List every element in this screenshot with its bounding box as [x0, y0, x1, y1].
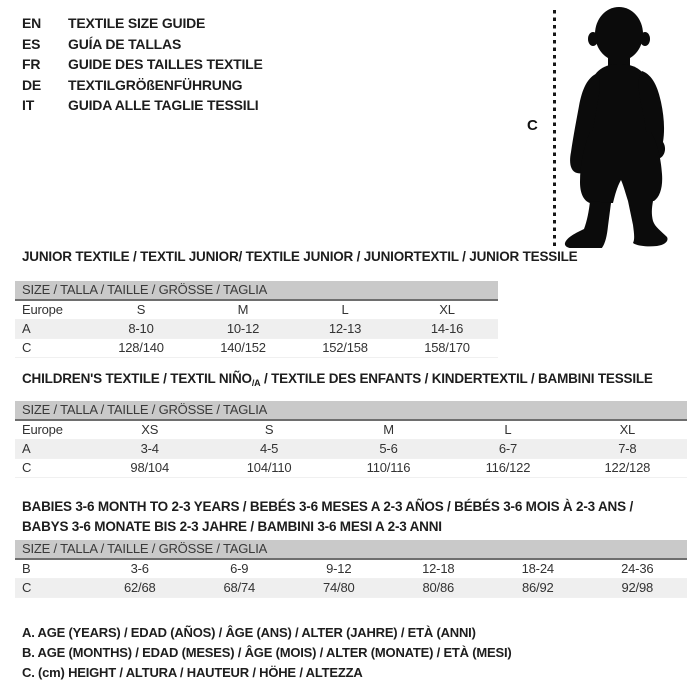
age-cell: 8-10 — [128, 321, 154, 336]
table-row-height — [15, 339, 498, 358]
footnote-a: A. AGE (YEARS) / EDAD (AÑOS) / ÂGE (ANS) / ALTER (JAHRE) / ETÀ (ANNI) — [22, 625, 476, 640]
language-list — [22, 13, 263, 116]
language-code: ES — [22, 35, 41, 52]
table-row-height — [15, 459, 687, 478]
language-code: EN — [22, 15, 42, 32]
language-row-fr — [22, 54, 263, 75]
age-cell: 12-13 — [328, 321, 362, 336]
height-cell: 140/152 — [220, 340, 266, 355]
age-cell: 7-8 — [618, 441, 637, 456]
age-cell: 18-24 — [521, 561, 554, 576]
size-cell: XL — [439, 302, 455, 317]
row-label: Europe — [22, 302, 63, 317]
height-cell: 86/92 — [521, 580, 554, 595]
language-label: TEXTILGRÖßENFÜHRUNG — [68, 76, 243, 93]
language-label: TEXTILE SIZE GUIDE — [68, 15, 206, 32]
height-cell: 68/74 — [223, 580, 256, 595]
height-measure-label: C — [527, 117, 538, 134]
age-cell: 4-5 — [260, 441, 279, 456]
title-text: / TEXTILE DES ENFANTS / KINDERTEXTIL / BAMBINI TESSILE — [260, 371, 653, 386]
language-code: IT — [22, 97, 35, 114]
height-cell: 104/110 — [246, 460, 292, 475]
title-line-1: BABIES 3-6 MONTH TO 2-3 YEARS / BEBÉS 3-6 MESES A 2-3 AÑOS / BÉBÉS 3-6 MOIS À 2-3 ANS / — [22, 499, 633, 514]
age-cell: 9-12 — [326, 561, 352, 576]
age-cell: 12-18 — [422, 561, 455, 576]
height-cell: 152/158 — [322, 340, 368, 355]
title-line-2: BABYS 3-6 MONATE BIS 2-3 JAHRE / BAMBINI 3-6 MESI A 2-3 ANNI — [22, 519, 442, 534]
row-label: C — [22, 340, 32, 355]
size-header-bar: SIZE / TALLA / TAILLE / GRÖSSE / TAGLIA — [15, 281, 498, 301]
language-label: GUIDE DES TAILLES TEXTILE — [68, 56, 263, 73]
height-cell: 128/140 — [118, 340, 164, 355]
age-cell: 6-7 — [498, 441, 518, 456]
age-cell: 5-6 — [379, 441, 398, 456]
row-label: C — [22, 580, 32, 595]
title-text: CHILDREN'S TEXTILE / TEXTIL NIÑO — [22, 371, 252, 386]
row-label: A — [22, 441, 31, 456]
height-cell: 116/122 — [485, 460, 531, 475]
footnotes — [22, 623, 512, 683]
children-table-title — [15, 371, 653, 391]
size-cell: XS — [141, 422, 159, 437]
size-cell: S — [264, 422, 274, 437]
height-measure-dotted-line — [553, 10, 556, 247]
language-code: DE — [22, 76, 42, 93]
babies-table-title — [15, 497, 633, 537]
children-textile-table — [15, 401, 687, 478]
table-row-europe — [15, 301, 498, 320]
language-row-de — [22, 75, 263, 96]
age-cell: 24-36 — [621, 561, 654, 576]
babies-textile-table — [15, 540, 687, 598]
table-row-age-months — [15, 560, 687, 579]
height-cell: 92/98 — [621, 580, 654, 595]
row-label: A — [22, 321, 31, 336]
table-row-height — [15, 579, 687, 598]
height-cell: 74/80 — [322, 580, 355, 595]
height-cell: 80/86 — [422, 580, 455, 595]
height-cell: 122/128 — [604, 460, 651, 475]
table-row-age — [15, 320, 498, 339]
size-cell: M — [383, 422, 394, 437]
language-label: GUIDA ALLE TAGLIE TESSILI — [68, 97, 259, 114]
age-cell: 3-4 — [140, 441, 159, 456]
size-cell: XL — [619, 422, 636, 437]
language-row-en — [22, 13, 263, 34]
size-cell: S — [136, 302, 146, 317]
size-header-bar: SIZE / TALLA / TAILLE / GRÖSSE / TAGLIA — [15, 401, 687, 421]
table-row-age — [15, 440, 687, 459]
row-label: B — [22, 561, 31, 576]
age-cell: 6-9 — [230, 561, 249, 576]
height-cell: 158/170 — [424, 340, 470, 355]
size-cell: L — [504, 422, 512, 437]
footnote-b: B. AGE (MONTHS) / EDAD (MESES) / ÂGE (MOIS) / ALTER (MONATE) / ETÀ (MESI) — [22, 645, 512, 660]
height-cell: 98/104 — [130, 460, 169, 475]
language-code: FR — [22, 56, 41, 73]
title-subscript: /A — [251, 378, 261, 388]
toddler-silhouette-icon — [557, 4, 697, 248]
language-row-it — [22, 95, 263, 116]
row-label: Europe — [22, 422, 63, 437]
age-cell: 10-12 — [226, 321, 260, 336]
size-cell: L — [341, 302, 349, 317]
footnote-c: C. (cm) HEIGHT / ALTURA / HAUTEUR / HÖHE / ALTEZZA — [22, 665, 363, 680]
age-cell: 3-6 — [130, 561, 149, 576]
language-row-es — [22, 34, 263, 55]
height-cell: 110/116 — [366, 460, 411, 475]
table-row-europe — [15, 421, 687, 440]
age-cell: 14-16 — [430, 321, 464, 336]
junior-textile-table — [15, 281, 498, 358]
junior-table-title: JUNIOR TEXTILE / TEXTIL JUNIOR/ TEXTILE JUNIOR / JUNIORTEXTIL / JUNIOR TESSILE — [22, 249, 578, 264]
row-label: C — [22, 460, 32, 475]
size-cell: M — [237, 302, 249, 317]
size-header-bar: SIZE / TALLA / TAILLE / GRÖSSE / TAGLIA — [15, 540, 687, 560]
height-cell: 62/68 — [123, 580, 156, 595]
language-label: GUÍA DE TALLAS — [68, 35, 182, 52]
